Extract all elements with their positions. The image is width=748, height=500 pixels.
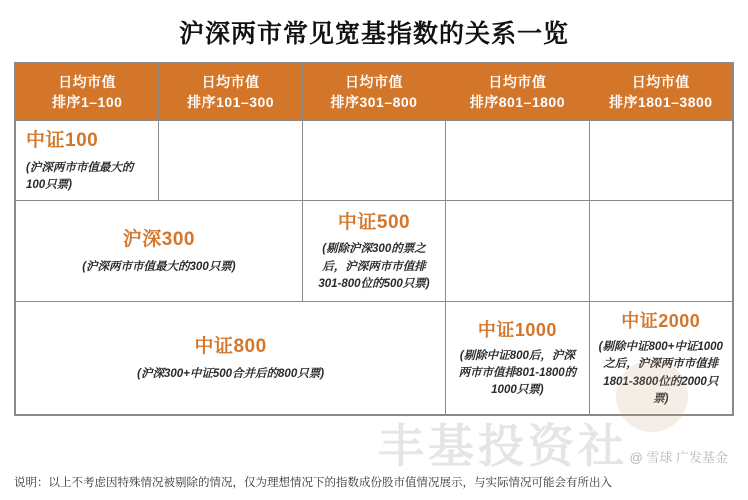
watermark-subtext: @ 雪球 广发基金 <box>629 450 728 465</box>
index-name-csi1000: 中证1000 <box>477 319 557 340</box>
cell-empty-r2c5 <box>589 201 732 302</box>
index-relationship-table <box>14 62 734 416</box>
table-row <box>16 201 733 302</box>
index-name-csi2000: 中证2000 <box>621 311 701 331</box>
column-header-4-line2: 排序801–1800 <box>469 94 566 110</box>
index-name-hs300: 沪深300 <box>122 229 195 251</box>
cell-empty-r1c2 <box>159 121 302 201</box>
table-row <box>16 121 733 201</box>
column-header-1-line1: 日均市值 <box>58 73 117 90</box>
column-header-2-line1: 日均市值 <box>201 73 260 90</box>
watermark-text: 丰基投资社 <box>378 420 628 472</box>
cell-csi1000 <box>446 302 589 415</box>
column-header-3-line2: 排序301–800 <box>330 94 418 110</box>
column-header-5-line1: 日均市值 <box>631 73 690 90</box>
cell-empty-r1c5 <box>589 121 732 201</box>
cell-empty-r1c4 <box>446 121 589 201</box>
column-header-4 <box>446 64 589 121</box>
column-header-5-line2: 排序1801–3800 <box>608 94 713 110</box>
index-desc-csi500: (剔除沪深300的票之后，沪深两市市值排301-800位的500只票) <box>318 243 430 290</box>
table-header-row <box>16 64 733 121</box>
cell-csi100 <box>16 121 159 201</box>
column-header-4-line1: 日均市值 <box>488 73 547 90</box>
footnote: 说明：以上不考虑因特殊情况被剔除的情况，仅为理想情况下的指数成份股市值情况展示，与实际情况可能会有所出入 <box>14 476 612 489</box>
index-name-csi100: 中证100 <box>26 130 99 151</box>
index-name-csi800: 中证800 <box>194 336 267 358</box>
column-header-5 <box>589 64 732 121</box>
index-desc-csi1000: (剔除中证800后，沪深两市市值排801-1800的1000只票) <box>458 349 577 397</box>
cell-csi500 <box>302 201 445 302</box>
column-header-2-line2: 排序101–300 <box>187 94 275 110</box>
cell-empty-r2c4 <box>446 201 589 302</box>
column-header-3 <box>302 64 445 121</box>
column-header-2 <box>159 64 302 121</box>
cell-hs300 <box>16 201 303 302</box>
index-desc-csi800: (沪深300+中证500合并后的800只票) <box>137 367 325 380</box>
page-title: 沪深两市常见宽基指数的关系一览 <box>178 20 569 48</box>
column-header-3-line1: 日均市值 <box>344 73 403 90</box>
index-desc-hs300: (沪深两市市值最大的300只票) <box>82 260 236 273</box>
index-name-csi500: 中证500 <box>337 211 411 233</box>
table-row <box>16 302 733 415</box>
cell-csi800 <box>16 302 446 415</box>
cell-empty-r1c3 <box>302 121 445 201</box>
index-desc-csi2000: (剔除中证800+中证1000之后，沪深两市市值排1801-3800位的2000只票) <box>598 341 723 405</box>
cell-csi2000 <box>589 302 732 415</box>
column-header-1-line2: 排序1–100 <box>51 94 123 110</box>
index-desc-csi100: (沪深两市市值最大的100只票) <box>26 161 134 191</box>
column-header-1 <box>16 64 159 121</box>
